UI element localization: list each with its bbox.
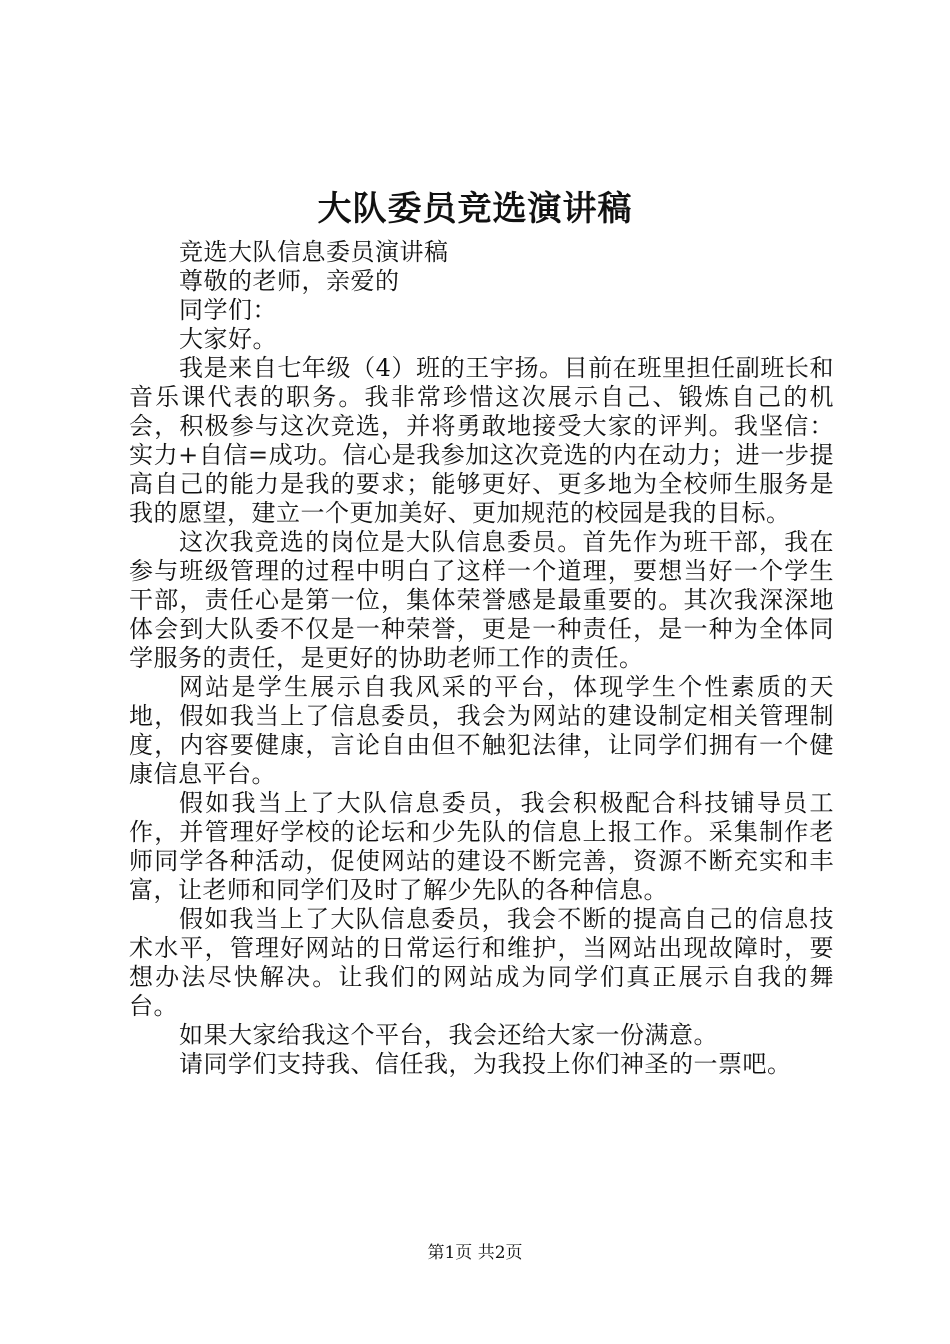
paragraph: 假如我当上了大队信息委员，我会不断的提高自己的信息技术水平，管理好网站的日常运行和维护，当网站出现故障时，要想办法尽快解决。让我们的网站成为同学们真正展示自我的舞台。 (129, 905, 834, 1020)
paragraph: 如果大家给我这个平台，我会还给大家一份满意。 (179, 1021, 718, 1049)
paragraph: 请同学们支持我、信任我，为我投上你们神圣的一票吧。 (179, 1050, 792, 1078)
paragraph: 假如我当上了大队信息委员，我会积极配合科技铺导员工作，并管理好学校的论坛和少先队的信息上报工作。采集制作老师同学各种活动，促使网站的建设不断完善，资源不断充实和丰富，让老师和同学们及时了解少先队的各种信息。 (129, 789, 834, 904)
paragraph: 尊敬的老师，亲爱的 (179, 267, 400, 295)
page-footer: 第1页 共2页 (427, 1243, 523, 1263)
document-body (129, 238, 834, 1079)
paragraph: 竞选大队信息委员演讲稿 (179, 238, 449, 266)
paragraph: 网站是学生展示自我风采的平台，体现学生个性素质的天地，假如我当上了信息委员，我会为网站的建设制定相关管理制度，内容要健康，言论自由但不触犯法律，让同学们拥有一个健康信息平台。 (129, 673, 834, 788)
paragraph: 同学们： (179, 296, 277, 324)
paragraph: 这次我竞选的岗位是大队信息委员。首先作为班干部，我在参与班级管理的过程中明白了这样一个道理，要想当好一个学生干部，责任心是第一位，集体荣誉感是最重要的。其次我深深地体会到大队委不仅是一种荣誉，更是一种责任，是一种为全体同学服务的责任，是更好的协助老师工作的责任。 (129, 528, 834, 672)
document-title: 大队委员竞选演讲稿 (317, 189, 633, 229)
paragraph: 大家好。 (179, 325, 277, 353)
paragraph: 我是来自七年级（4）班的王宇扬。目前在班里担任副班长和音乐课代表的职务。我非常珍惜这次展示自己、锻炼自己的机会，积极参与这次竞选，并将勇敢地接受大家的评判。我坚信：实力+自信=成功。信心是我参加这次竞选的内在动力；进一步提高自己的能力是我的要求；能够更好、更多地为全校师生服务是我的愿望，建立一个更加美好、更加规范的校园是我的目标。 (129, 354, 834, 527)
